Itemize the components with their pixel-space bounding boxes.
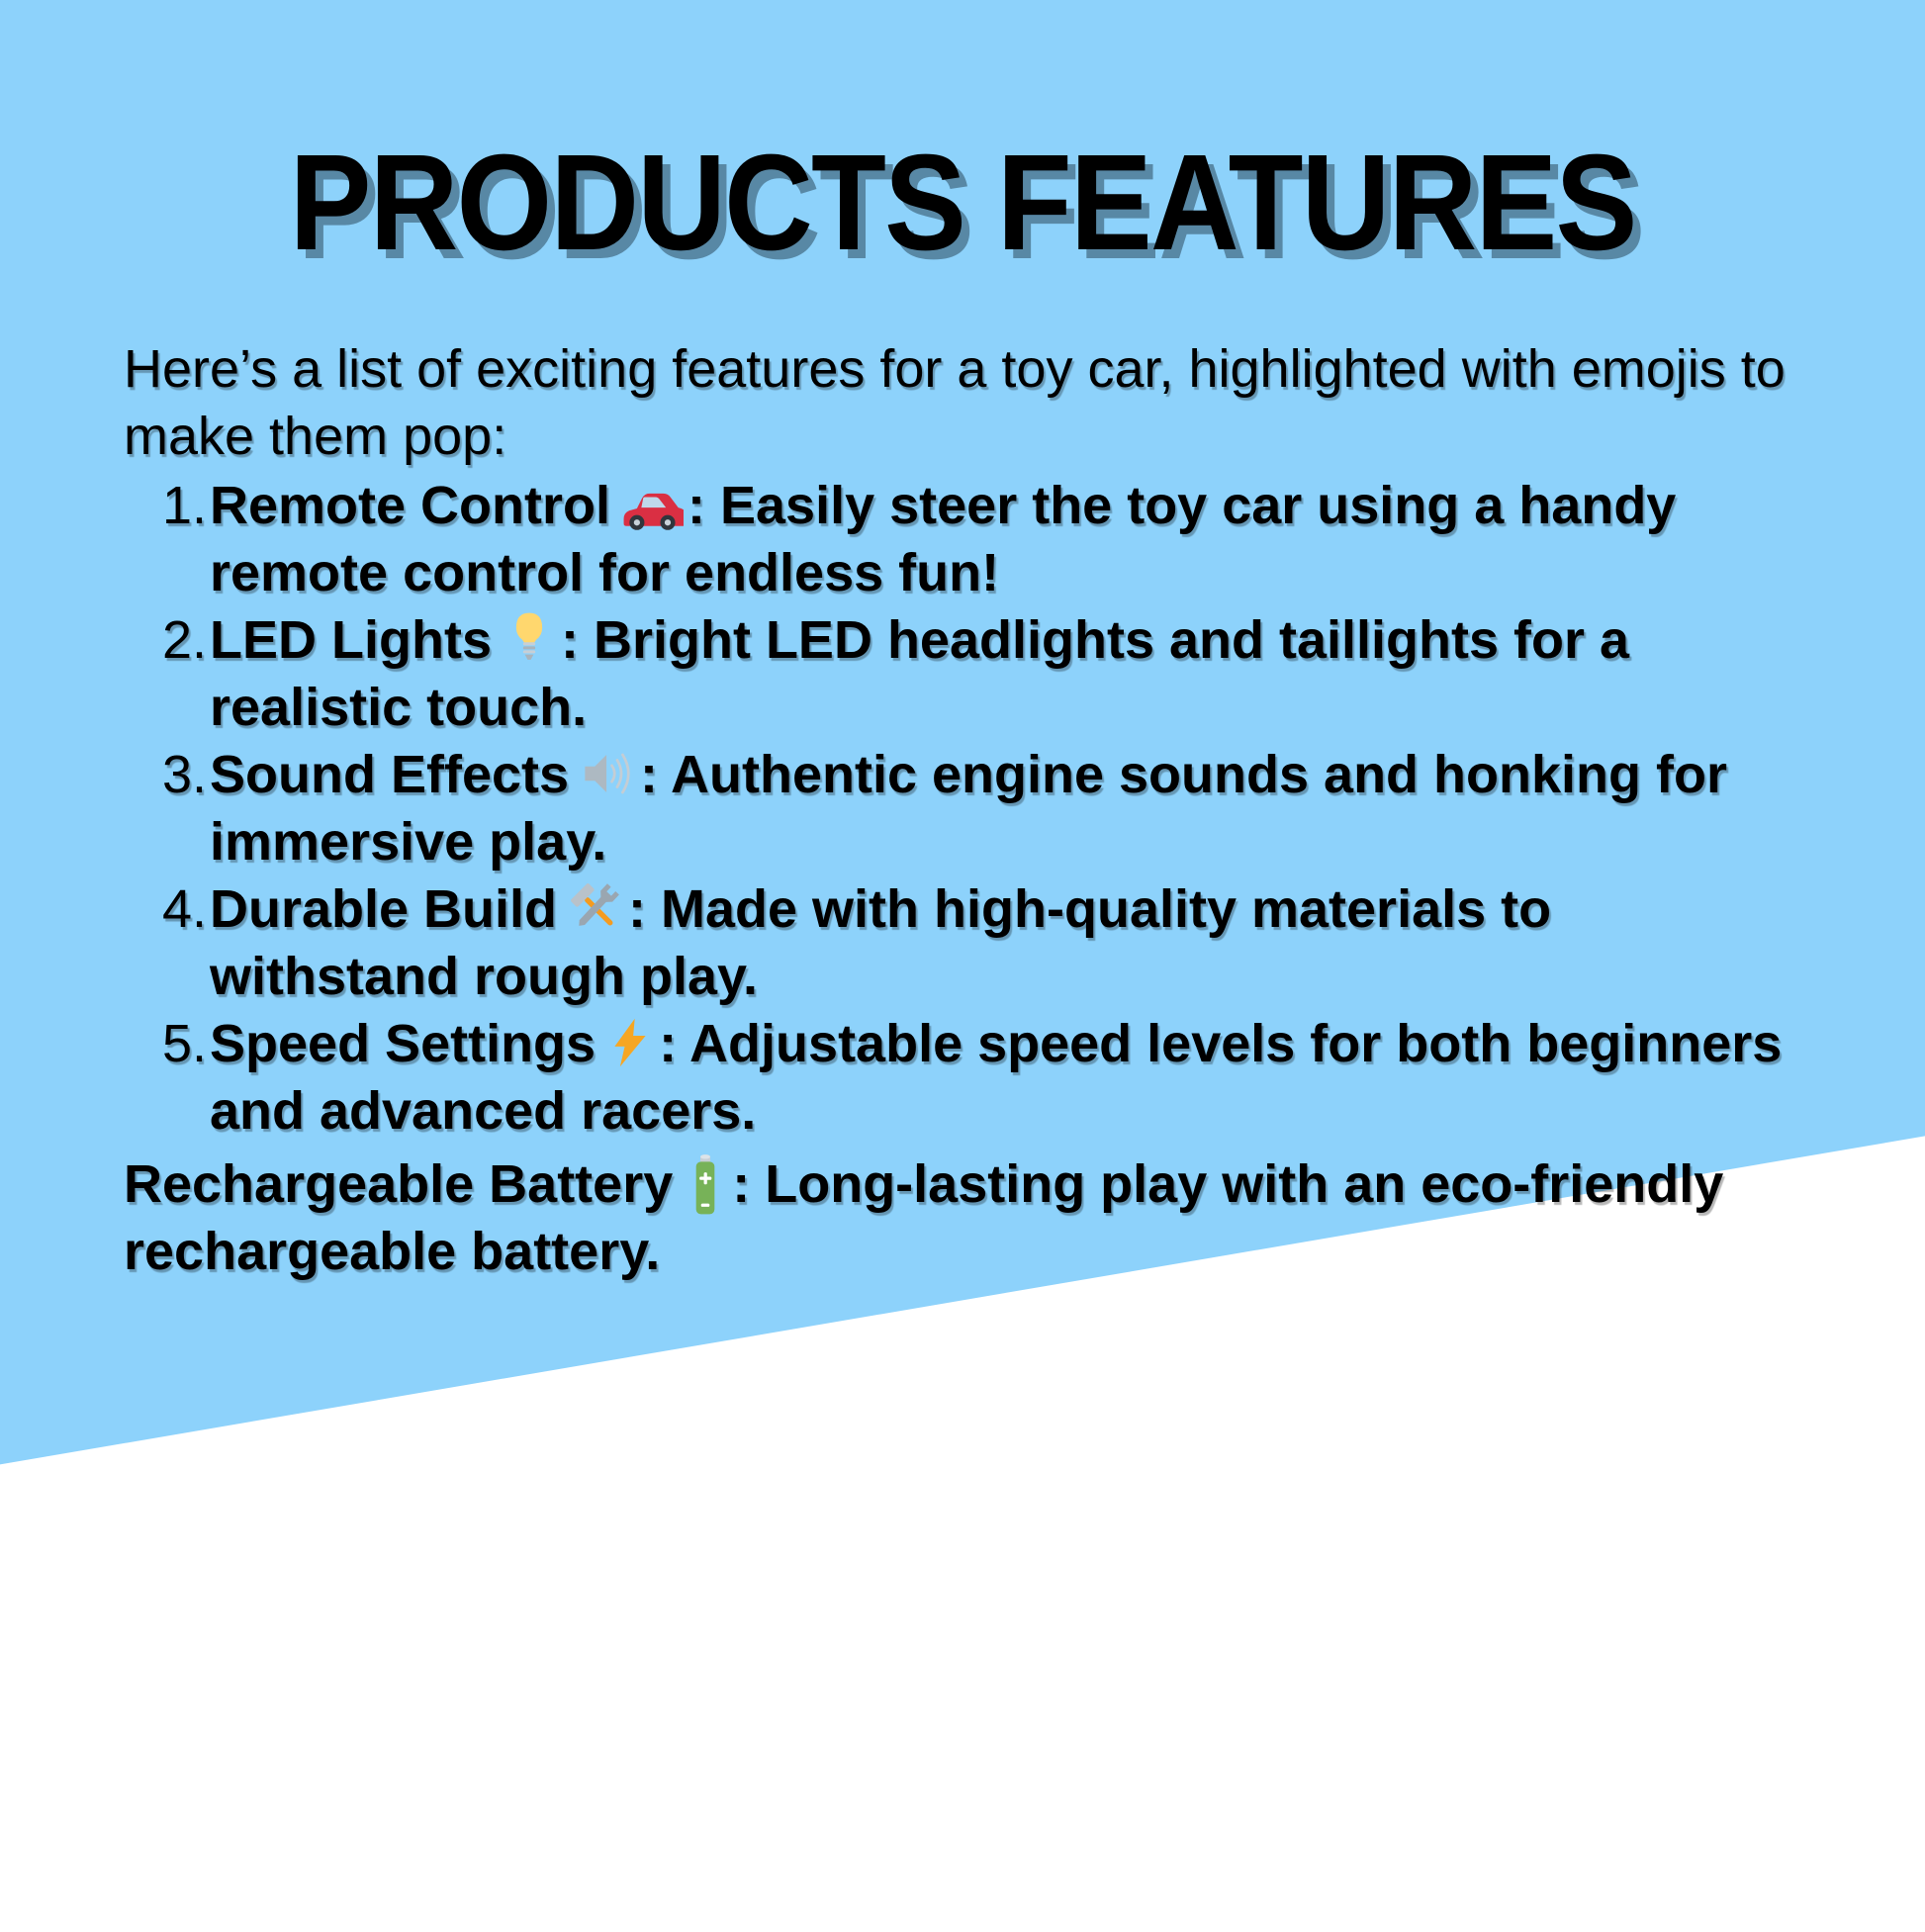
feature-label: Rechargeable Battery: [124, 1154, 674, 1214]
title-wrap: [0, 0, 1925, 282]
feature-label: Speed Settings: [210, 1014, 596, 1073]
feature-description: : Bright LED headlights and taillights for a realistic touch.: [210, 610, 1630, 737]
car-emoji: [620, 484, 684, 533]
rechargeable-battery-line: [124, 1150, 1800, 1285]
list-item-text: [210, 606, 1783, 741]
list-item-speed-settings: [161, 1010, 1925, 1145]
feature-list: [161, 472, 1925, 1145]
feature-description: : Authentic engine sounds and honking for immersive play.: [210, 745, 1727, 872]
feature-description: : Adjustable speed levels for both beginners and advanced racers.: [210, 1014, 1783, 1141]
feature-description: : Made with high-quality materials to withstand rough play.: [210, 879, 1552, 1006]
list-item-text: [210, 741, 1783, 875]
hammer-and-wrench-emoji: [567, 879, 624, 937]
feature-label: Remote Control: [210, 476, 610, 535]
intro-text: Here’s a list of exciting features for a toy car, highlighted with emojis to make them pop:: [124, 339, 1786, 466]
list-number: 2.: [161, 610, 207, 670]
list-item-text: [210, 1010, 1783, 1145]
lightning-bolt-emoji: [605, 1014, 655, 1071]
list-item-durable-build: [161, 875, 1925, 1010]
feature-description: : Easily steer the toy car using a handy remote control for endless fun!: [210, 476, 1677, 602]
page-title: PRODUCTS FEATURES: [289, 127, 1636, 279]
speaker-emoji: [579, 745, 636, 802]
list-number: 1.: [161, 476, 207, 535]
feature-description: : Long-lasting play with an eco-friendly rechargeable battery.: [124, 1154, 1724, 1281]
list-item-text: [210, 472, 1783, 606]
battery-emoji: [683, 1152, 728, 1218]
list-item-text: [210, 875, 1783, 1010]
feature-label: Sound Effects: [210, 745, 570, 804]
list-number: 4.: [161, 879, 207, 939]
feature-label: Durable Build: [210, 879, 558, 939]
list-item-remote-control: [161, 472, 1925, 606]
list-item-sound-effects: [161, 741, 1925, 875]
light-bulb-emoji: [502, 608, 557, 668]
list-number: 3.: [161, 745, 207, 804]
feature-label: LED Lights: [210, 610, 492, 670]
list-number: 5.: [161, 1014, 207, 1073]
list-item-led-lights: [161, 606, 1925, 741]
